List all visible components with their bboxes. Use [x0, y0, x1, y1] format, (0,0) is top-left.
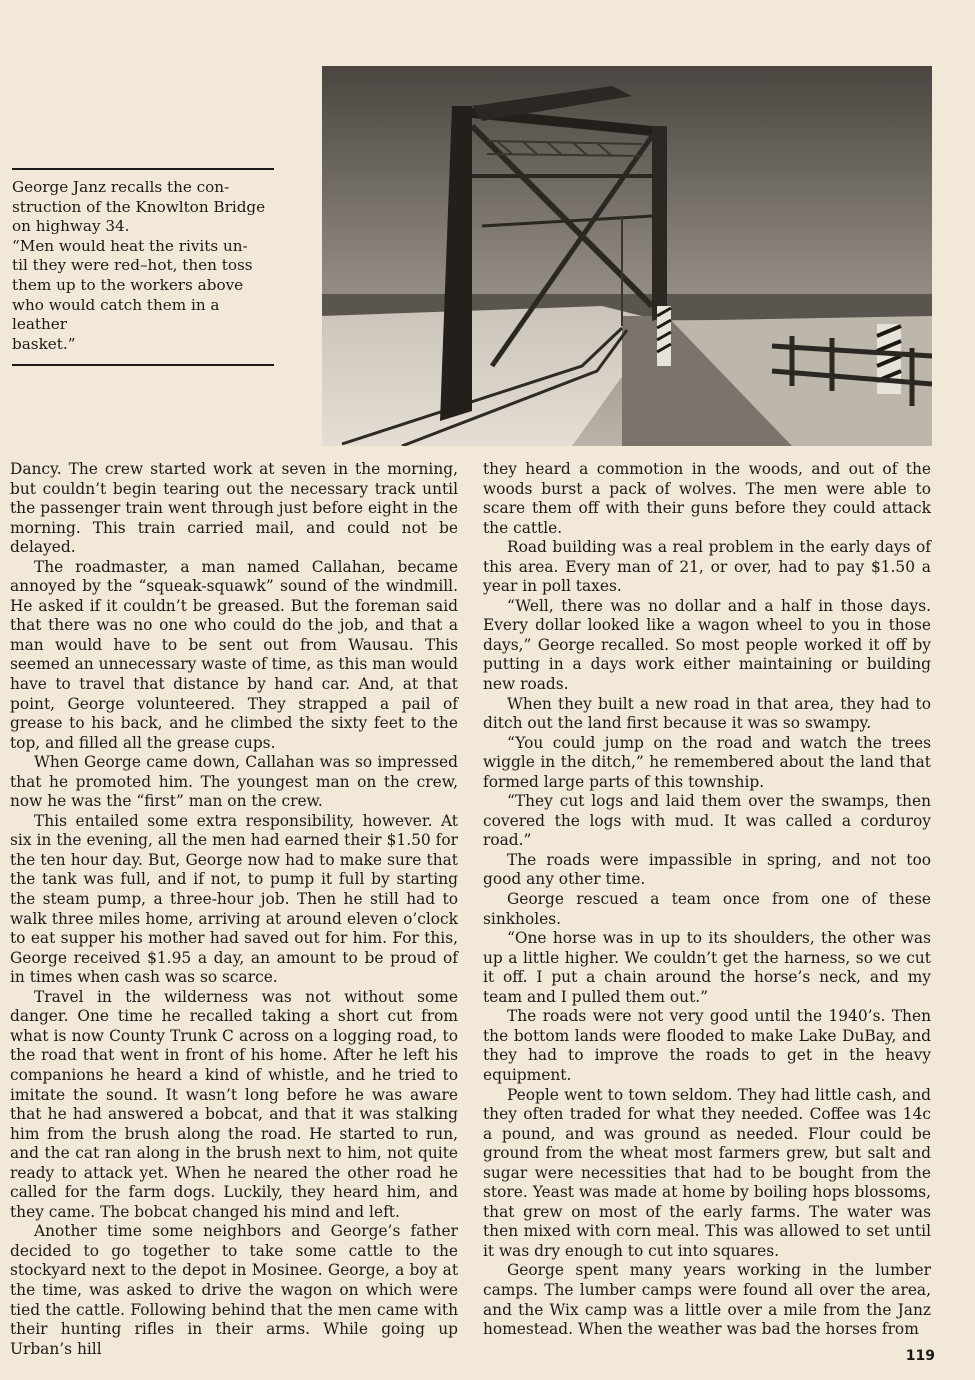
caption-line: til they were red–hot, then toss: [12, 256, 253, 275]
caption-line: “Men would heat the rivits un-: [12, 236, 248, 255]
paragraph: When George came down, Callahan was so impressed that he promoted him. The youngest man on the crew, now he was the “first” man on the crew.: [10, 753, 458, 811]
paragraph: “One horse was in up to its shoulders, the other was up a little higher. We couldn’t get the harness, so we cut it off. I put a chain around the horse’s neck, and my team and I pulled them out.”: [483, 929, 931, 1006]
caption-line: struction of the Knowlton Bridge: [12, 197, 266, 216]
paragraph: Dancy. The crew started work at seven in the morning, but couldn’t begin tearing out the necessary track until the passenger train went through just before eight in the morning. This train carried mail, and could not be delayed.: [10, 460, 458, 557]
paragraph: When they built a new road in that area, they had to ditch out the land first because it was so swampy.: [483, 694, 931, 733]
paragraph: Travel in the wilderness was not without some danger. One time he recalled taking a short cut from what is now County Trunk C across on a logging road, to the road that went in front of his home. After he left his companions he heard a kind of whistle, and he tried to imitate the sound. It wasn’t long before he was aware that he had answered a bobcat, and that it was stalking him from the brush along the road. He started to run, and the cat ran along in the brush next to him, not quite ready to attack yet. When he neared the other road he called for the farm dogs. Luckily, they heard him, and they came. The bobcat changed his mind and left.: [10, 987, 458, 1221]
paragraph: “Well, there was no dollar and a half in those days. Every dollar looked like a wagon wheel to you in those days,” George recalled. So most people worked it off by putting in a days work either maintaining or building new roads.: [483, 596, 931, 694]
caption-line: who would catch them in a leather: [12, 295, 220, 334]
caption-line: on highway 34.: [12, 217, 130, 236]
paragraph: The roads were impassible in spring, and not too good any other time.: [483, 850, 931, 889]
paragraph: they heard a commotion in the woods, and out of the woods burst a pack of wolves. The men were able to scare them off with their guns before they could attack the cattle.: [483, 460, 931, 537]
bridge-photo-image: [322, 66, 932, 446]
left-column: [10, 460, 458, 1359]
paragraph: George spent many years working in the lumber camps. The lumber camps were found all over the area, and the Wix camp was a little over a mile from the Janz homestead. When the weather was bad the horses from: [483, 1261, 931, 1339]
caption-line: basket.”: [12, 334, 76, 353]
page-number: 119: [905, 1348, 935, 1364]
paragraph: The roads were not very good until the 1940’s. Then the bottom lands were flooded to make Lake DuBay, and they had to improve the roads to get in the heavy equipment.: [483, 1007, 931, 1084]
paragraph: The roadmaster, a man named Callahan, became annoyed by the “squeak-squawk” sound of the windmill. He asked if it couldn’t be greased. But the foreman said that there was no one who could do the job, and that a man would have to be sent out from Wausau. This seemed an unnecessary waste of time, as this man would have to travel that distance by hand car. And, at that point, George volunteered. They strapped a pail of grease to his back, and he climbed the sixty feet to the top, and filled all the grease cups.: [10, 557, 458, 752]
photo-caption: [12, 168, 274, 366]
caption-line: them up to the workers above: [12, 275, 244, 294]
paragraph: This entailed some extra responsibility, however. At six in the evening, all the men had earned their $1.50 for the ten hour day. But, George now had to make sure that the tank was full, and if not, to pump it full by starting the steam pump, a three-hour job. Then he still had to walk three miles home, arriving at around eleven o’clock to eat supper his mother had saved out for him. For this, George received $1.95 a day, an amount to be proud of in times when cash was so scarce.: [10, 811, 458, 987]
paragraph: People went to town seldom. They had little cash, and they often traded for what they needed. Coffee was 14c a pound, and was ground as needed. Flour could be ground from the wheat most farmers grew, but salt and sugar were necessities that had to be bought from the store. Yeast was made at home by boiling hops blossoms, that grew on most of the early farms. The water was then mixed with corn meal. This was allowed to set until it was dry enough to cut into squares.: [483, 1085, 931, 1260]
paragraph: “They cut logs and laid them over the swamps, then covered the logs with mud. It was called a corduroy road.”: [483, 792, 931, 850]
caption-line: George Janz recalls the con-: [12, 178, 230, 196]
paragraph: George rescued a team once from one of these sinkholes.: [483, 890, 931, 928]
paragraph: “You could jump on the road and watch the trees wiggle in the ditch,” he remembered about the land that formed large parts of this township.: [483, 733, 931, 791]
paragraph: Road building was a real problem in the early days of this area. Every man of 21, or over, had to pay $1.50 a year in poll taxes.: [483, 538, 931, 596]
paragraph: Another time some neighbors and George’s father decided to go together to take some cattle to the stockyard next to the depot in Mosinee. George, a boy at the time, was asked to drive the wagon on which were tied the cattle. Following behind that the men came with their hunting rifles in their arms. While going up Urban’s hill: [10, 1222, 458, 1358]
right-column: [483, 460, 931, 1340]
bridge-photo: [322, 66, 932, 446]
